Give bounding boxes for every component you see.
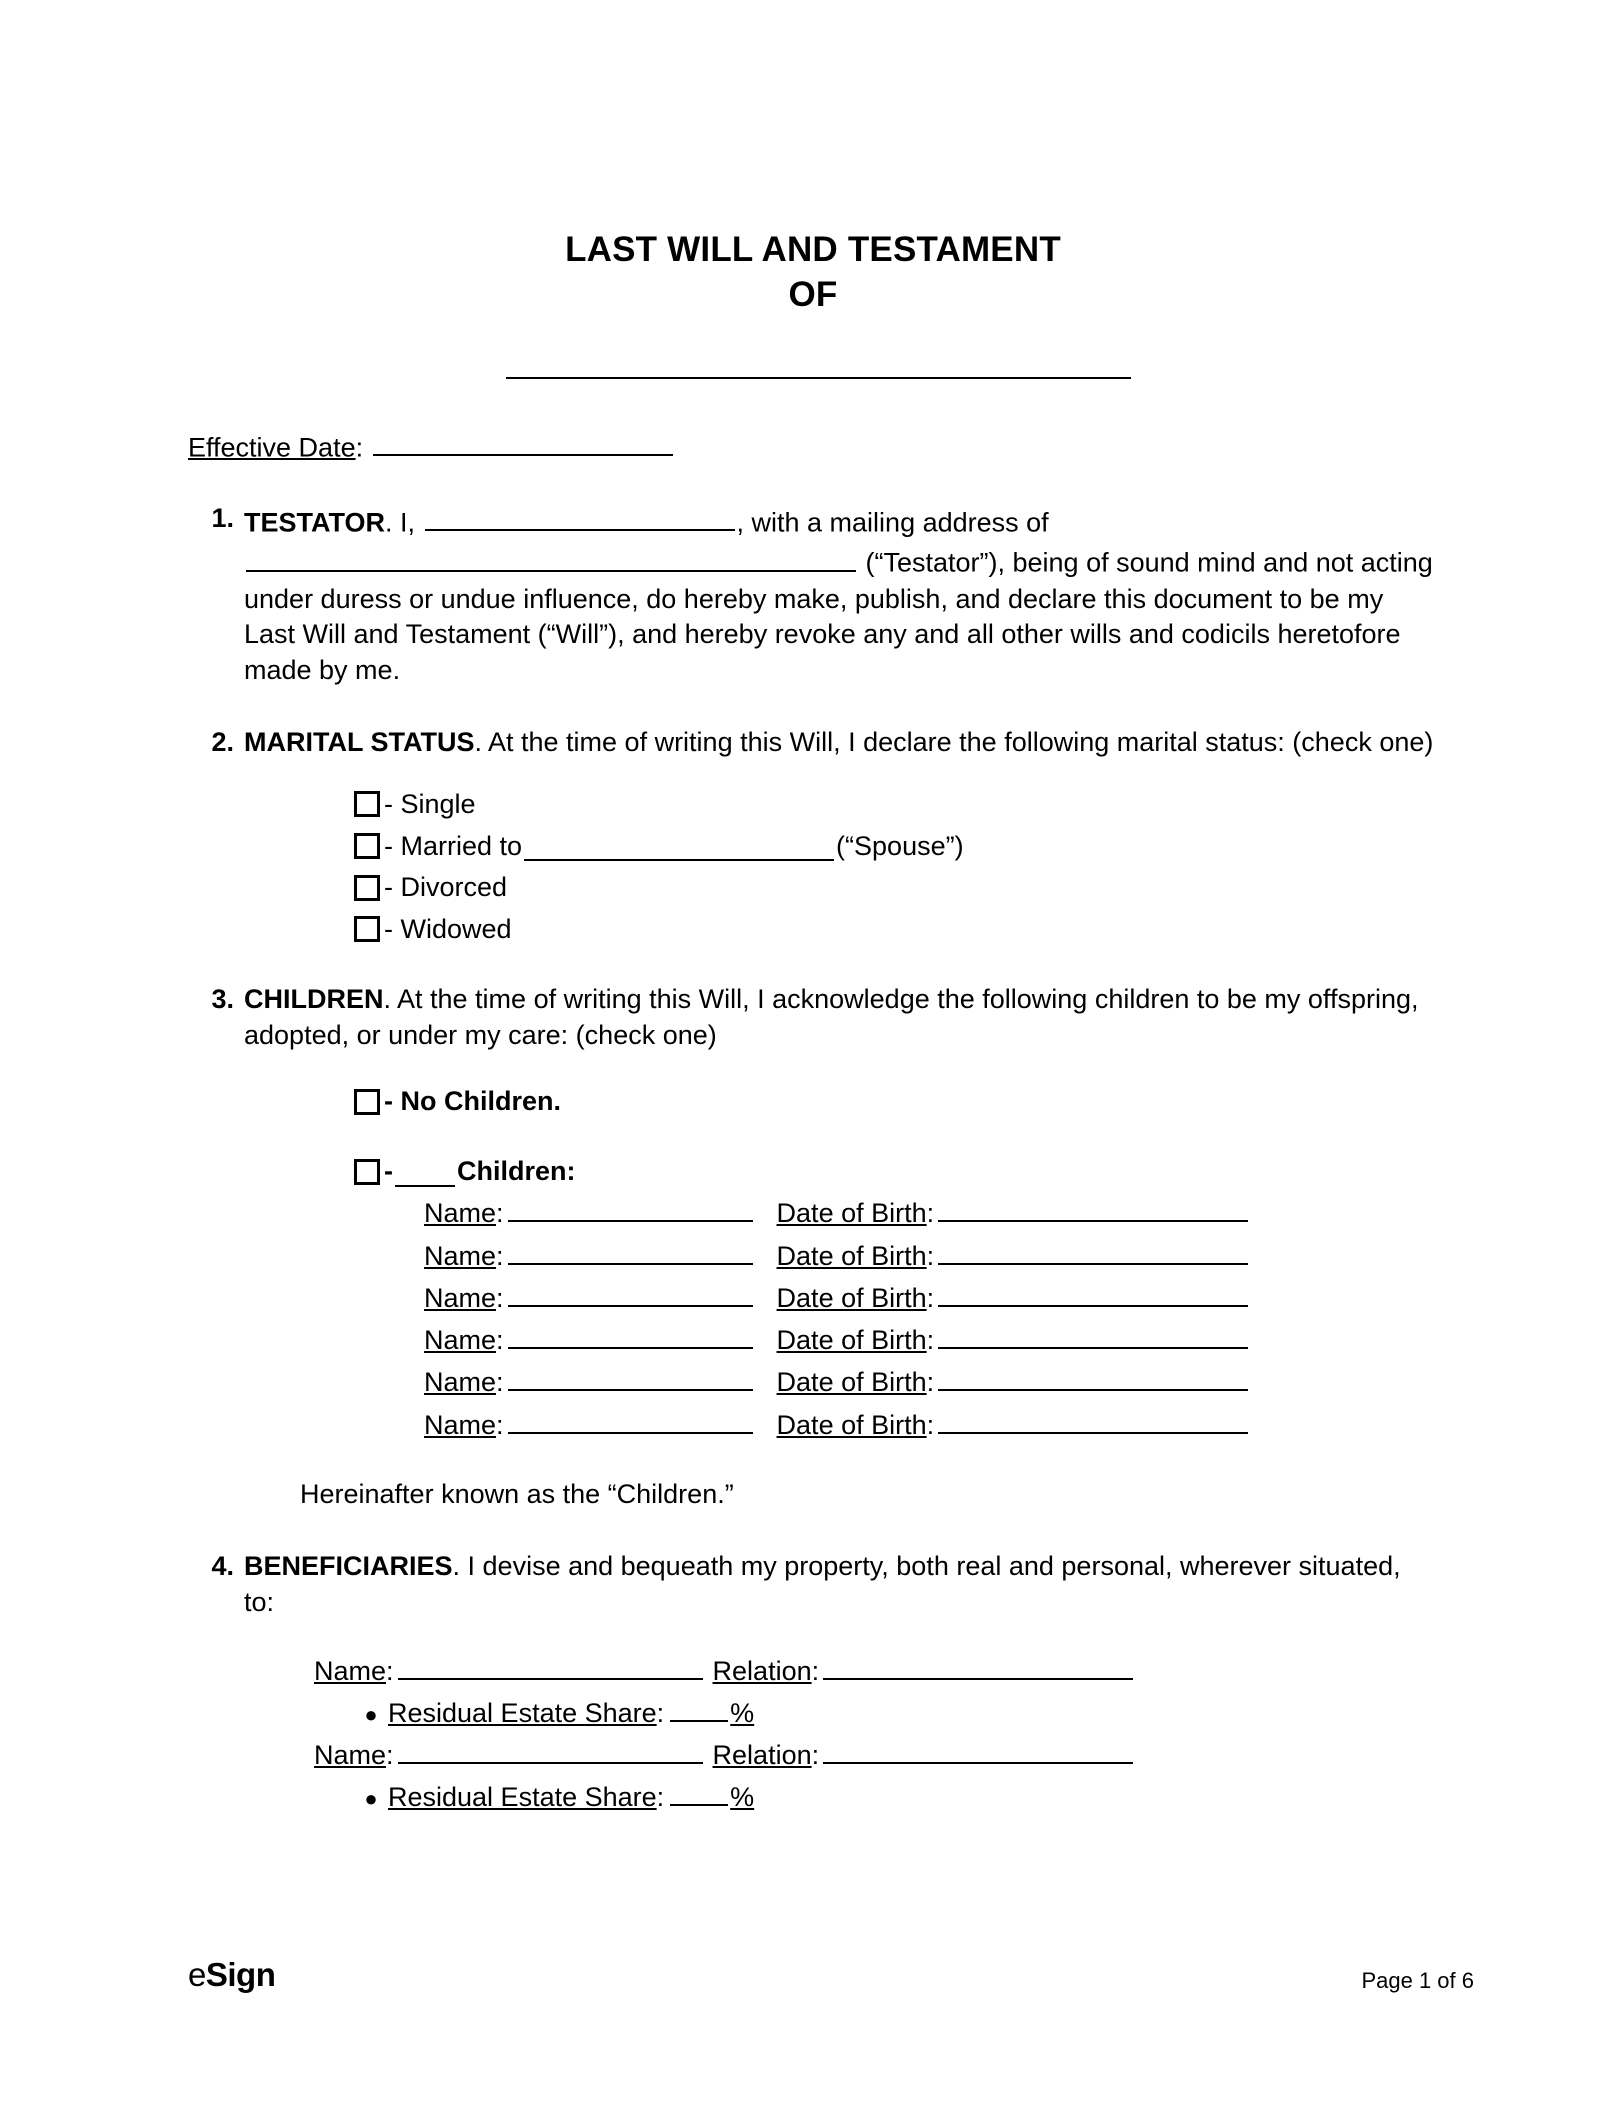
checkbox-icon[interactable] [354, 916, 380, 942]
clause-text-4: . I devise and bequeath my property, both real and personal, wherever situated, to: [244, 1551, 1401, 1618]
clause-text-1b: , with a mailing address of [736, 507, 1049, 538]
beneficiary-relation-input[interactable] [823, 1649, 1133, 1679]
clause-number-1: 1. [211, 503, 234, 534]
beneficiary-name-input[interactable] [398, 1734, 703, 1764]
clause-number-3: 3. [211, 984, 234, 1015]
children-option-none[interactable] [354, 1084, 1438, 1120]
checkbox-icon[interactable] [354, 833, 380, 859]
children-count-suffix: Children: [457, 1156, 576, 1187]
clause-heading-1: TESTATOR [244, 507, 385, 538]
checkbox-icon[interactable] [354, 1159, 380, 1185]
child-dob-input[interactable] [938, 1276, 1248, 1306]
page-title [188, 228, 1438, 318]
beneficiary-row: Name : Relation : [314, 1734, 1438, 1774]
clause-text-2: . At the time of writing this Will, I declare the following marital status: (check one) [474, 727, 1434, 758]
clause-heading-3: CHILDREN [244, 984, 384, 1015]
checkbox-icon[interactable] [354, 791, 380, 817]
child-name-label: Name [424, 1367, 497, 1398]
clause-heading-2: MARITAL STATUS [244, 727, 475, 758]
children-count-prefix: - [384, 1156, 393, 1187]
bullet-icon: ● [364, 1701, 378, 1727]
child-dob-label: Date of Birth [776, 1367, 927, 1398]
clause-text-1a: . I, [385, 507, 423, 538]
title-line-2: OF [788, 274, 838, 314]
marital-option-single-label: - Single [384, 789, 476, 820]
page-number: Page 1 of 6 [1361, 1968, 1474, 1993]
beneficiary-row: Name : Relation : [314, 1649, 1438, 1689]
child-name-label: Name [424, 1409, 497, 1440]
child-dob-label: Date of Birth [776, 1240, 927, 1271]
bullet-icon: ● [364, 1786, 378, 1812]
children-name-list [424, 1192, 1438, 1444]
page-footer [188, 1956, 1474, 1994]
effective-date-row [188, 426, 1438, 465]
brand-second: Sign [205, 1956, 276, 1993]
child-row: Name : Date of Birth : [424, 1319, 1438, 1359]
clause-heading-4: BENEFICIARIES [244, 1551, 453, 1582]
effective-date-label: Effective Date [188, 431, 356, 462]
effective-date-input[interactable] [373, 426, 673, 456]
clause-list [188, 501, 1438, 1816]
child-name-label: Name [424, 1325, 497, 1356]
child-dob-input[interactable] [938, 1403, 1248, 1433]
children-option-none-label: - No Children. [384, 1086, 561, 1117]
child-dob-input[interactable] [938, 1361, 1248, 1391]
child-row: Name : Date of Birth : [424, 1361, 1438, 1401]
clause-number-4: 4. [211, 1551, 234, 1582]
marital-option-widowed-label: - Widowed [384, 913, 512, 944]
clause-testator [188, 501, 1438, 689]
child-dob-label: Date of Birth [776, 1325, 927, 1356]
child-name-input[interactable] [508, 1361, 753, 1391]
beneficiary-relation-input[interactable] [823, 1734, 1133, 1764]
clause-marital-status [188, 725, 1438, 946]
child-dob-label: Date of Birth [776, 1409, 927, 1440]
brand-first: e [188, 1956, 206, 1993]
checkbox-icon[interactable] [354, 875, 380, 901]
beneficiary-share-label: Residual Estate Share [388, 1697, 657, 1728]
children-option-count[interactable] [354, 1154, 1438, 1190]
marital-option-divorced[interactable] [354, 870, 1438, 905]
beneficiary-name-input[interactable] [398, 1649, 703, 1679]
esign-logo [188, 1956, 275, 1994]
child-name-input[interactable] [508, 1234, 753, 1264]
marital-option-single[interactable] [354, 787, 1438, 822]
child-name-input[interactable] [508, 1319, 753, 1349]
beneficiary-share-input[interactable] [670, 1776, 728, 1806]
child-row: Name : Date of Birth : [424, 1234, 1438, 1274]
child-name-input[interactable] [508, 1403, 753, 1433]
child-dob-input[interactable] [938, 1319, 1248, 1349]
marital-status-options [354, 787, 1438, 946]
child-row: Name : Date of Birth : [424, 1403, 1438, 1443]
marital-option-divorced-label: - Divorced [384, 872, 508, 903]
clause-number-2: 2. [211, 727, 234, 758]
percent-symbol: % [730, 1697, 755, 1728]
children-hereinafter-text: Hereinafter known as the “Children.” [300, 1479, 734, 1510]
child-dob-label: Date of Birth [776, 1198, 927, 1229]
child-name-input[interactable] [508, 1276, 753, 1306]
children-count-input[interactable] [395, 1157, 455, 1187]
child-name-label: Name [424, 1198, 497, 1229]
testator-name-rule-wrap [188, 366, 1438, 384]
testator-name-blank[interactable] [506, 376, 1131, 379]
beneficiary-share-row: ● Residual Estate Share : % [354, 1776, 1438, 1816]
child-row: Name : Date of Birth : [424, 1276, 1438, 1316]
children-options [354, 1084, 1438, 1190]
clause-text-1c: (“Testator”), being of sound mind and not acting under duress or undue influence, do hereby make, publish, and declare this document to be my Last Will and Testament (“Will”), and hereby revoke any and all other wills and codicils heretofore made by me. [244, 547, 1433, 686]
beneficiary-share-label: Residual Estate Share [388, 1782, 657, 1813]
testator-address-input[interactable] [246, 541, 856, 571]
beneficiary-name-label: Name [314, 1740, 387, 1771]
beneficiary-list [314, 1649, 1438, 1816]
child-dob-input[interactable] [938, 1192, 1248, 1222]
marital-option-married-suffix: (“Spouse”) [836, 830, 964, 861]
marital-option-married-label: - Married to [384, 830, 523, 861]
beneficiary-share-row: ● Residual Estate Share : % [354, 1691, 1438, 1731]
marital-option-married[interactable] [354, 829, 1438, 864]
spouse-name-input[interactable] [524, 831, 834, 861]
marital-option-widowed[interactable] [354, 912, 1438, 947]
clause-text-3: . At the time of writing this Will, I acknowledge the following children to be my offspring, adopted, or under my care: (check one) [244, 984, 1419, 1051]
document-body [188, 0, 1438, 1818]
testator-name-input[interactable] [425, 501, 735, 531]
child-name-input[interactable] [508, 1192, 753, 1222]
child-dob-label: Date of Birth [776, 1282, 927, 1313]
child-row: Name : Date of Birth : [424, 1192, 1438, 1232]
clause-children [188, 982, 1438, 1513]
beneficiary-relation-label: Relation [712, 1655, 812, 1686]
beneficiary-share-input[interactable] [670, 1691, 728, 1721]
clause-beneficiaries [188, 1549, 1438, 1816]
checkbox-icon[interactable] [354, 1089, 380, 1115]
beneficiary-relation-label: Relation [712, 1740, 812, 1771]
title-line-1: LAST WILL AND TESTAMENT [565, 230, 1061, 269]
beneficiary-name-label: Name [314, 1655, 387, 1686]
child-name-label: Name [424, 1282, 497, 1313]
child-dob-input[interactable] [938, 1234, 1248, 1264]
effective-date-colon: : [355, 431, 371, 462]
percent-symbol: % [730, 1782, 755, 1813]
child-name-label: Name [424, 1240, 497, 1271]
